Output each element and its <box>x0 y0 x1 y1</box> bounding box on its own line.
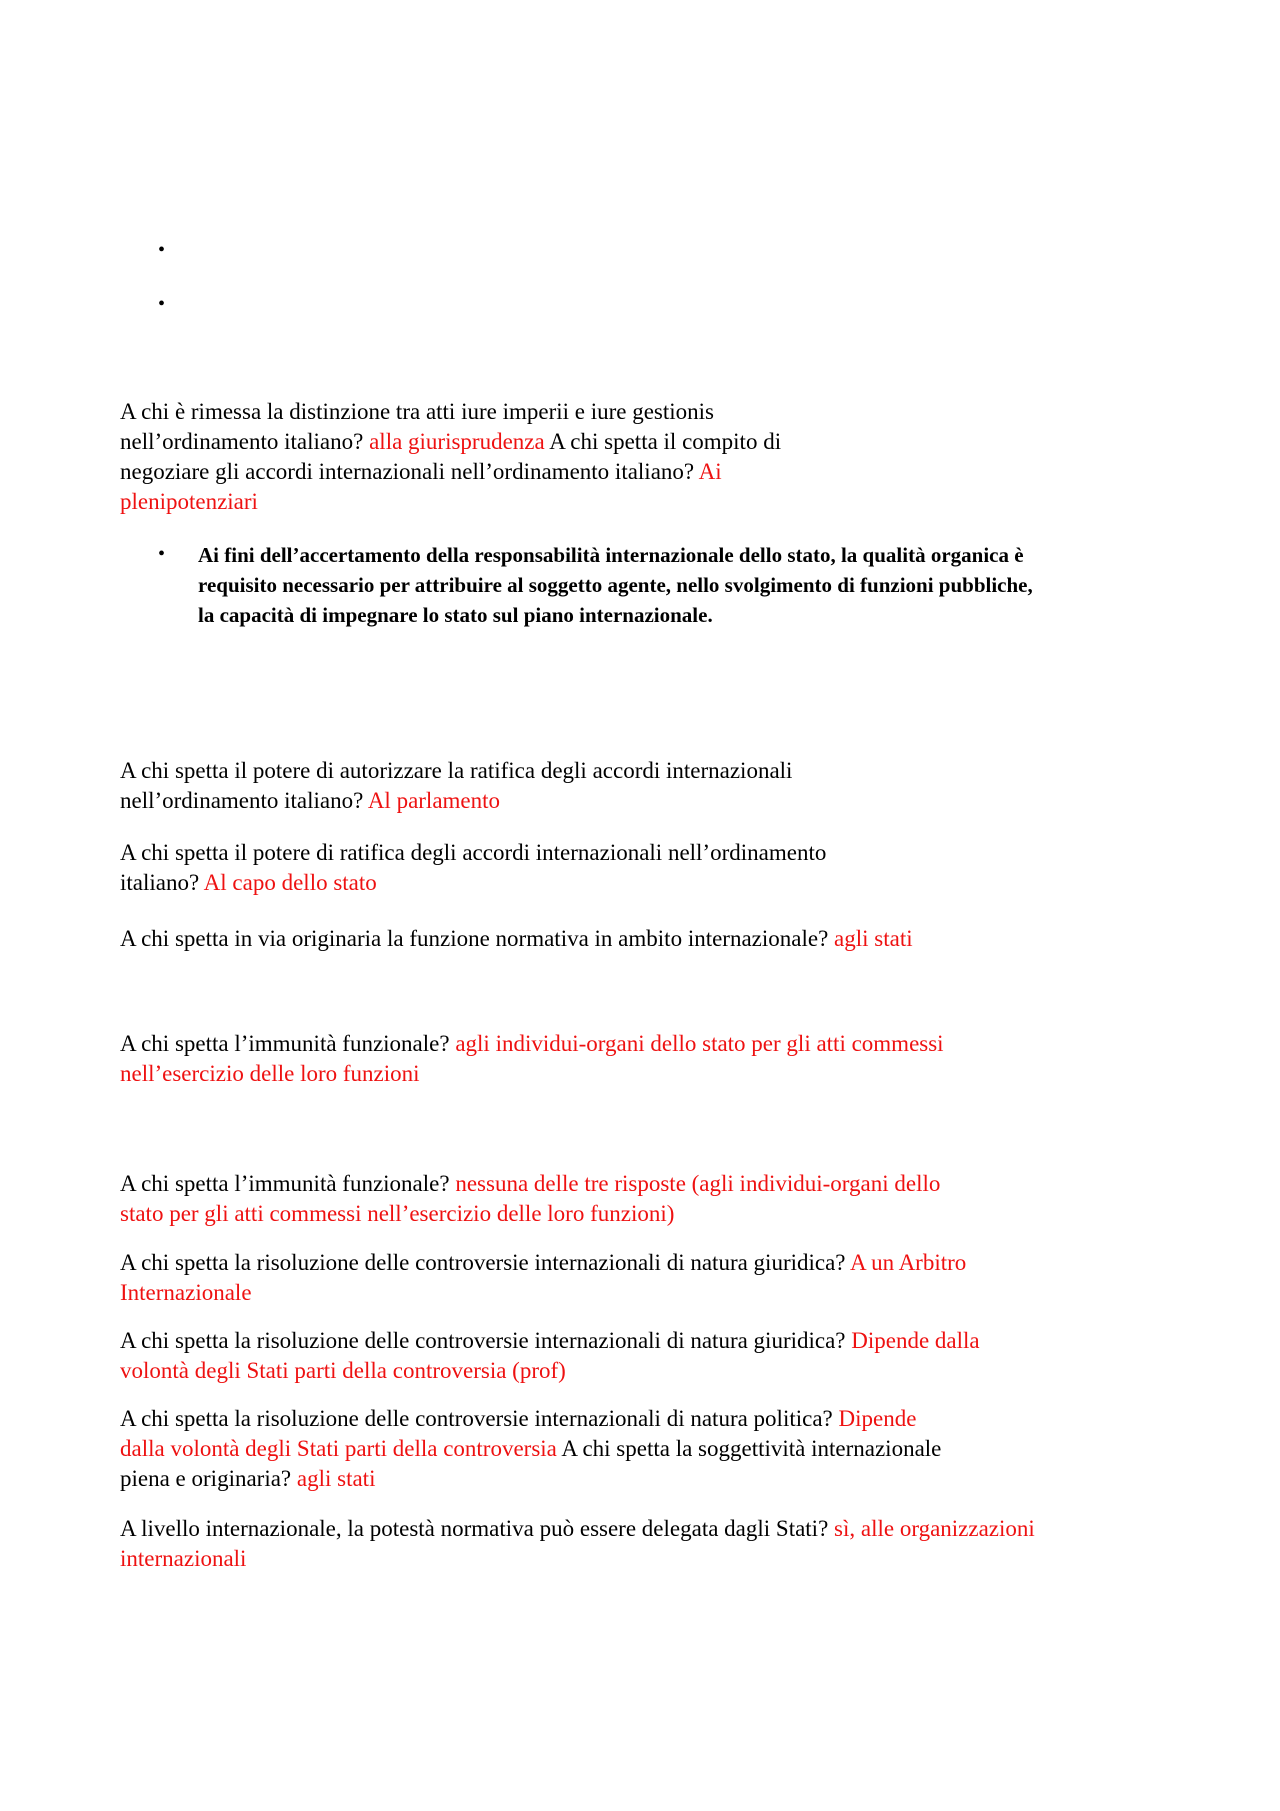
answer-text: Dipende dalla <box>851 1328 980 1353</box>
qa-block-8 <box>120 1326 980 1386</box>
answer-text: plenipotenziari <box>120 489 258 514</box>
qa-line <box>120 1464 941 1494</box>
question-text: A chi spetta il potere di ratifica degli accordi internazionali nell’ordinamento <box>120 840 827 865</box>
qa-block-3 <box>120 838 826 898</box>
bold-bullet-marker: • <box>158 543 166 565</box>
qa-line <box>120 1514 1035 1544</box>
qa-line <box>120 1544 1035 1574</box>
question-text: A chi spetta il potere di autorizzare la ratifica degli accordi internazionali <box>120 758 793 783</box>
qa-line <box>120 1199 940 1229</box>
question-text: nell’ordinamento italiano? <box>120 788 368 813</box>
qa-block-6 <box>120 1169 940 1229</box>
qa-line <box>120 786 792 816</box>
question-text: A chi spetta l’immunità funzionale? <box>120 1171 456 1196</box>
qa-block-7 <box>120 1248 966 1308</box>
qa-line <box>120 838 826 868</box>
question-text: A livello internazionale, la potestà normativa può essere delegata dagli Stati? <box>120 1516 835 1541</box>
qa-line <box>120 1356 980 1386</box>
answer-text: dalla volontà degli Stati parti della controversia <box>120 1436 562 1461</box>
bold-bullet-item <box>198 540 1158 630</box>
qa-line <box>120 1059 944 1089</box>
answer-text: Ai <box>698 459 722 484</box>
bold-bullet-line-1: Ai fini dell’accertamento della responsabilità internazionale dello stato, la qualità organica è <box>198 543 1024 567</box>
qa-line <box>120 457 781 487</box>
qa-block-9 <box>120 1404 941 1494</box>
qa-block-2 <box>120 756 792 816</box>
answer-text: volontà degli Stati parti della controversia (prof) <box>120 1358 566 1383</box>
qa-block-5 <box>120 1029 944 1089</box>
question-text: A chi spetta il compito di <box>549 429 782 454</box>
answer-text: A un Arbitro <box>850 1250 967 1275</box>
answer-text: alla giurisprudenza <box>369 429 550 454</box>
answer-text: Internazionale <box>120 1280 252 1305</box>
answer-text: Dipende <box>838 1406 917 1431</box>
qa-block-1 <box>120 397 781 517</box>
question-text: A chi spetta la risoluzione delle controversie internazionali di natura giuridica? <box>120 1328 852 1353</box>
question-text: A chi spetta la risoluzione delle controversie internazionali di natura giuridica? <box>120 1250 850 1275</box>
answer-text: agli stati <box>834 926 913 951</box>
question-text: nell’ordinamento italiano? <box>120 429 370 454</box>
qa-block-10 <box>120 1514 1035 1574</box>
answer-text: nessuna delle tre risposte (agli individui-organi dello <box>455 1171 941 1196</box>
question-text: italiano? <box>120 870 204 895</box>
qa-line <box>120 1326 980 1356</box>
qa-line <box>120 1278 966 1308</box>
qa-line <box>120 868 826 898</box>
answer-text: internazionali <box>120 1546 247 1571</box>
qa-block-4 <box>120 924 913 954</box>
qa-line <box>120 487 781 517</box>
answer-text: Al capo dello stato <box>203 870 377 895</box>
qa-line <box>120 756 792 786</box>
qa-line <box>120 1248 966 1278</box>
question-text: A chi spetta la risoluzione delle controversie internazionali di natura politica? <box>120 1406 839 1431</box>
question-text: A chi è rimessa la distinzione tra atti iure imperii e iure gestionis <box>120 399 715 424</box>
empty-bullet-1: • <box>158 239 166 261</box>
answer-text: agli stati <box>296 1466 376 1491</box>
question-text: A chi spetta in via originaria la funzione normativa in ambito internazionale? <box>120 926 835 951</box>
qa-line <box>120 924 913 954</box>
qa-line <box>120 397 781 427</box>
answer-text: agli individui-organi dello stato per gli atti commessi <box>455 1031 944 1056</box>
question-text: piena e originaria? <box>120 1466 297 1491</box>
empty-bullet-2: • <box>158 293 166 315</box>
qa-line <box>120 427 781 457</box>
qa-line <box>120 1434 941 1464</box>
qa-line <box>120 1404 941 1434</box>
answer-text: sì, alle organizzazioni <box>834 1516 1035 1541</box>
answer-text: Al parlamento <box>367 788 501 813</box>
qa-line <box>120 1029 944 1059</box>
qa-line <box>120 1169 940 1199</box>
bold-bullet-line-2: requisito necessario per attribuire al soggetto agente, nello svolgimento di funzioni pubbliche, <box>198 573 1033 597</box>
question-text: A chi spetta la soggettività internazionale <box>561 1436 942 1461</box>
answer-text: nell’esercizio delle loro funzioni <box>120 1061 420 1086</box>
question-text: negoziare gli accordi internazionali nell’ordinamento italiano? <box>120 459 699 484</box>
question-text: A chi spetta l’immunità funzionale? <box>120 1031 456 1056</box>
bold-bullet-line-3: la capacità di impegnare lo stato sul piano internazionale. <box>198 603 713 627</box>
answer-text: stato per gli atti commessi nell’esercizio delle loro funzioni) <box>120 1201 675 1226</box>
